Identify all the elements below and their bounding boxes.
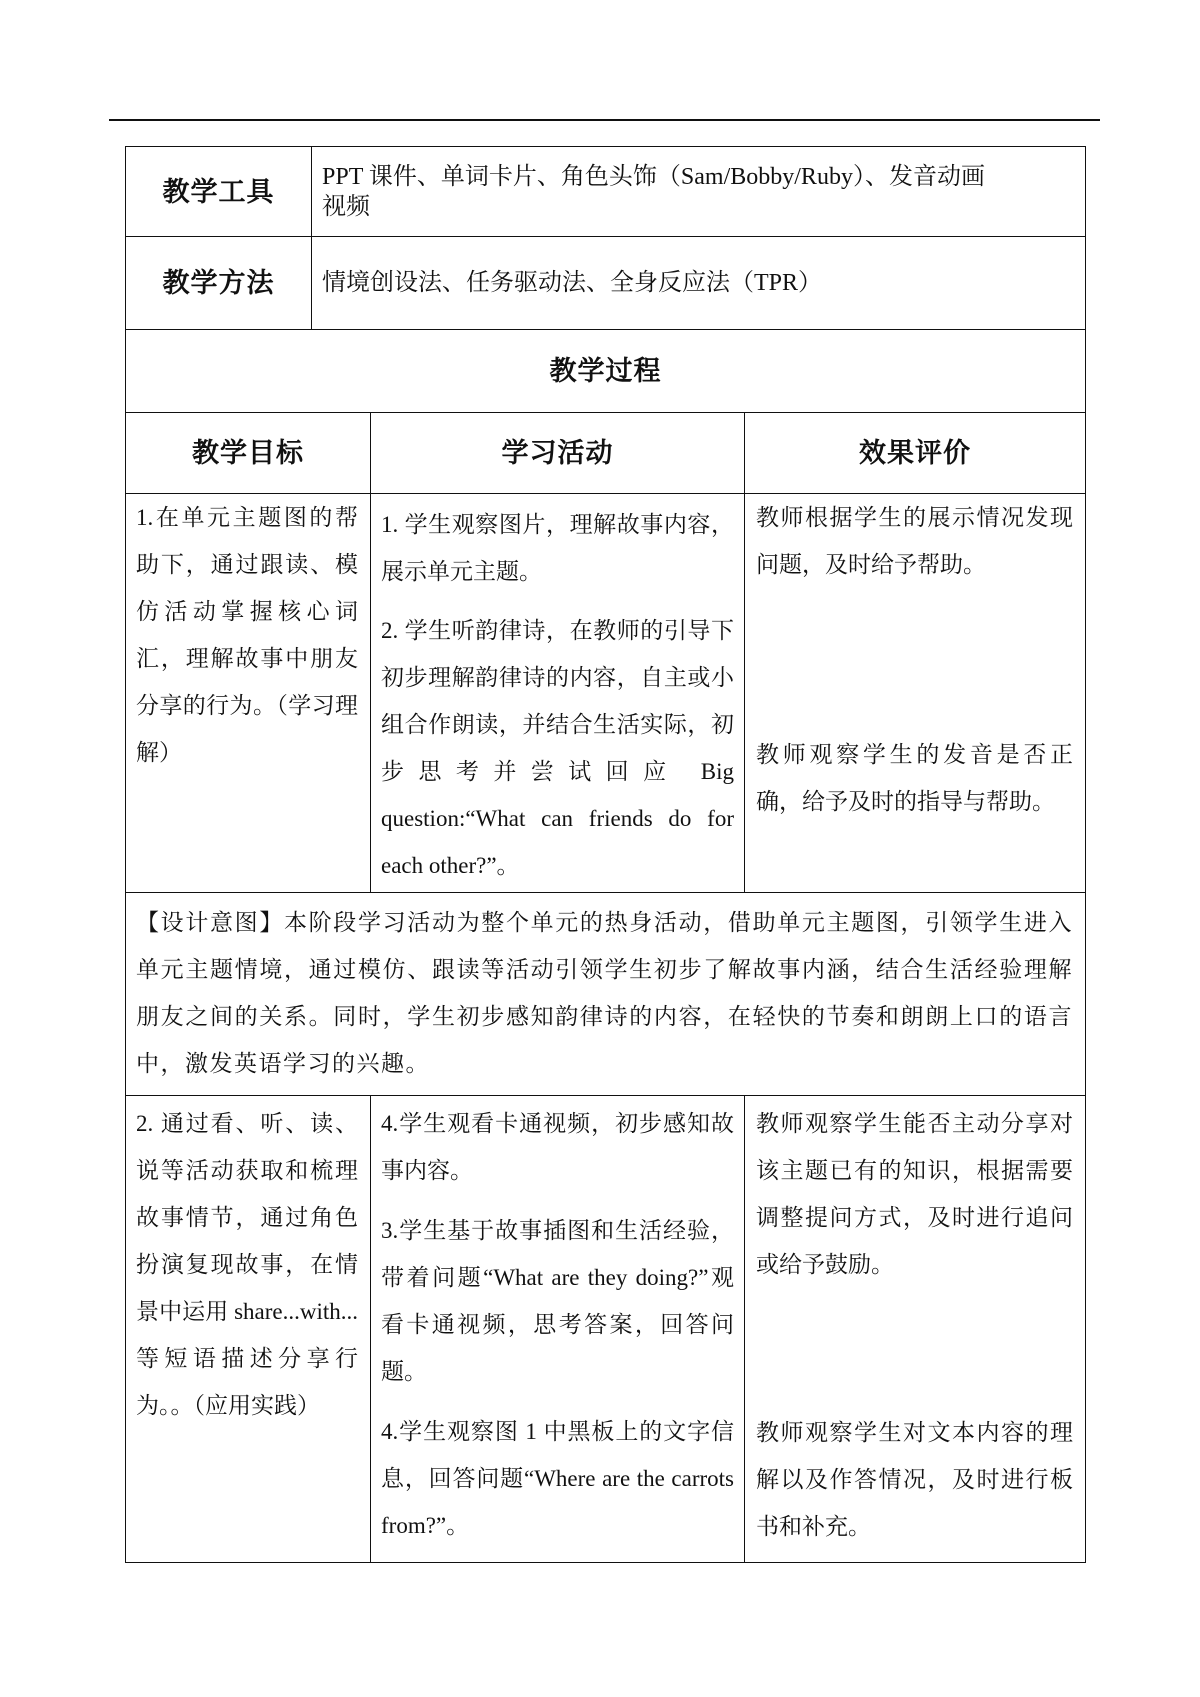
goal-cell [126,494,371,893]
teaching-methods-value: 情境创设法、任务驱动法、全身反应法（TPR） [322,270,823,296]
teaching-tools-value: PPT 课件、单词卡片、角色头饰（Sam/Bobby/Ruby）、发音动画视频 [322,163,985,220]
activity-content [371,494,744,891]
evaluation-item: 教师观察学生能否主动分享对该主题已有的知识，根据需要调整提问方式，及时进行追问或给予鼓励。 [756,1111,1074,1277]
evaluation-cell [745,494,1086,893]
design-intent-row [126,893,1086,1096]
evaluation-content [745,1096,1085,1561]
activity-column-header: 学习活动 [371,413,745,494]
goal-content [126,1096,370,1561]
design-intent-text: 【设计意图】本阶段学习活动为整个单元的热身活动，借助单元主题图，引领学生进入单元主题情境，通过模仿、跟读等活动引领学生初步了解故事内涵，结合生活经验理解朋友之间的关系。同时，学生初步感知韵律诗的内容，在轻快的节奏和朗朗上口的语言中，激发英语学习的兴趣。 [136,910,1074,1076]
evaluation-item: 教师根据学生的展示情况发现问题，及时给予帮助。 [756,505,1074,577]
design-intent-cell [126,893,1086,1096]
activity-item: 2. 学生听韵律诗，在教师的引导下初步理解韵律诗的内容，自主或小组合作朗读，并结合生活实际，初步思考并尝试回应 Big question:“What can friends do for each other?”。 [381,618,734,878]
teaching-tools-label: 教学工具 [126,147,312,237]
teaching-methods-cell [312,237,1086,330]
goal-column-header: 教学目标 [126,413,371,494]
evaluation-content [745,494,1085,891]
evaluation-item: 教师观察学生对文本内容的理解以及作答情况，及时进行板书和补充。 [756,1420,1074,1539]
teaching-methods-row [126,237,1086,330]
evaluation-cell [745,1096,1086,1563]
activity-cell [371,1096,745,1563]
teaching-process-row [126,330,1086,413]
evaluation-item: 教师观察学生的发音是否正确，给予及时的指导与帮助。 [756,742,1074,814]
teaching-methods-label: 教学方法 [126,237,312,330]
teaching-tools-row [126,147,1086,237]
teaching-process-title: 教学过程 [126,330,1086,413]
process-header-row [126,413,1086,494]
activity-item: 1. 学生观察图片，理解故事内容，展示单元主题。 [381,512,734,584]
goal-text: 1.在单元主题图的帮助下，通过跟读、模仿活动掌握核心词汇，理解故事中朋友分享的行为。（学习理解） [136,505,358,765]
activity-item: 3.学生基于故事插图和生活经验，带着问题“What are they doing?”观看卡通视频，思考答案，回答问题。 [381,1218,734,1384]
stage-row [126,1096,1086,1563]
stage-row [126,494,1086,893]
activity-item: 4.学生观看卡通视频，初步感知故事内容。 [381,1111,734,1183]
design-intent-content [126,893,1085,1087]
activity-item: 4.学生观察图 1 中黑板上的文字信息，回答问题“Where are the carrots from?”。 [381,1419,734,1538]
teaching-tools-cell [312,147,1086,237]
goal-cell [126,1096,371,1563]
header-rule [109,119,1100,121]
activity-cell [371,494,745,893]
lesson-plan-table [125,146,1086,1563]
goal-content [126,494,370,891]
goal-text: 2. 通过看、听、读、说等活动获取和梳理故事情节，通过角色扮演复现故事，在情景中运用 share...with... 等短语描述分享行为。。（应用实践） [136,1111,358,1418]
evaluation-column-header: 效果评价 [745,413,1086,494]
activity-content [371,1096,744,1561]
